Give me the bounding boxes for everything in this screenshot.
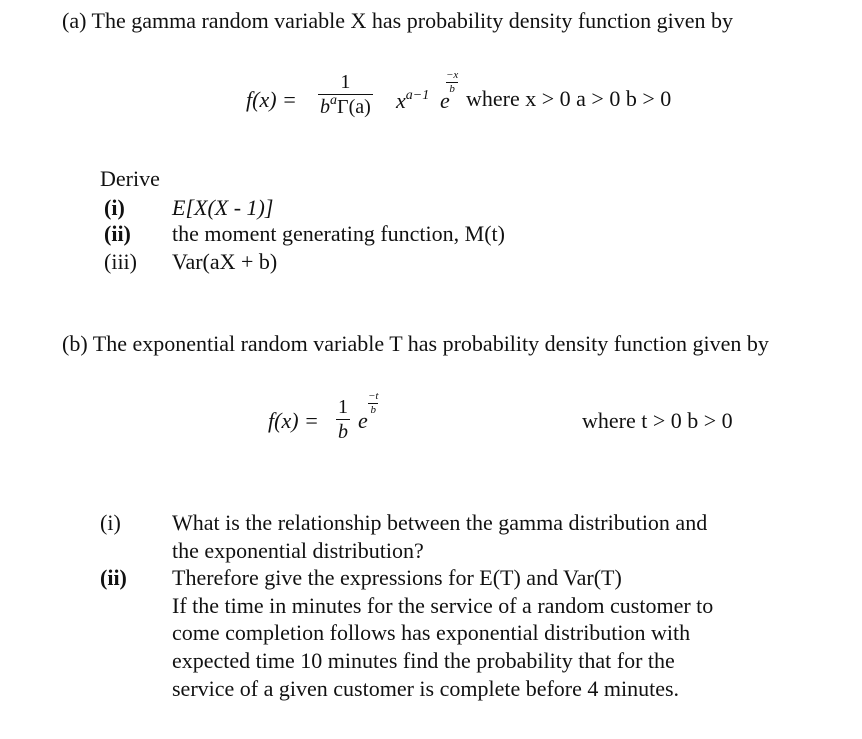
gamma-pdf-denominator: $b^a\Gamma(a)$ [320, 93, 371, 118]
part-b-item-label: (i) [100, 510, 121, 535]
part-a-item-text: E[X(X - 1)] [172, 195, 274, 220]
gamma-pdf-x-term: $x^{a-1}$ [396, 88, 430, 113]
gamma-pdf-condition: where x > 0 a > 0 b > 0 [466, 86, 672, 111]
part-b-item-label: (ii) [100, 565, 127, 590]
part-b-item-line: the exponential distribution? [172, 538, 424, 563]
derive-label: Derive [100, 166, 160, 191]
part-b-heading: (b) The exponential random variable T has probability density function given by [62, 331, 769, 356]
part-a-item-label: (i) [104, 195, 125, 220]
gamma-pdf-exponent: −x b [446, 69, 459, 95]
exp-pdf-numerator: 1 [338, 396, 348, 418]
part-a-item-text: the moment generating function, M(t) [172, 221, 505, 246]
exp-pdf-e: e [358, 408, 368, 433]
part-a-item-label: (ii) [104, 221, 131, 246]
exp-pdf-exponent: −t b [368, 390, 379, 416]
part-a-item-text: Var(aX + b) [172, 249, 278, 274]
part-b-item-line: expected time 10 minutes find the probability that for the [172, 648, 675, 673]
part-a-heading: (a) The gamma random variable X has probability density function given by [62, 8, 734, 33]
part-a-item-label: (iii) [104, 249, 137, 274]
part-b-item-line: come completion follows has exponential distribution with [172, 620, 691, 645]
part-b-item-line: service of a given customer is complete before 4 minutes. [172, 676, 680, 701]
exp-pdf-lhs: f(x) = [268, 408, 319, 433]
exp-pdf-denominator: b [338, 421, 348, 443]
gamma-pdf-e: e [440, 88, 450, 113]
gamma-pdf-lhs: f(x) = [246, 87, 297, 112]
exp-pdf-fraction [336, 397, 350, 442]
gamma-pdf-fraction [318, 72, 373, 117]
gamma-pdf-numerator: 1 [340, 71, 351, 93]
part-b-item-line: If the time in minutes for the service of a random customer to [172, 593, 714, 618]
part-b-item-line: Therefore give the expressions for E(T) and Var(T) [172, 565, 622, 590]
part-b-item-line: What is the relationship between the gamma distribution and [172, 510, 708, 535]
exp-pdf-condition: where t > 0 b > 0 [582, 408, 733, 433]
